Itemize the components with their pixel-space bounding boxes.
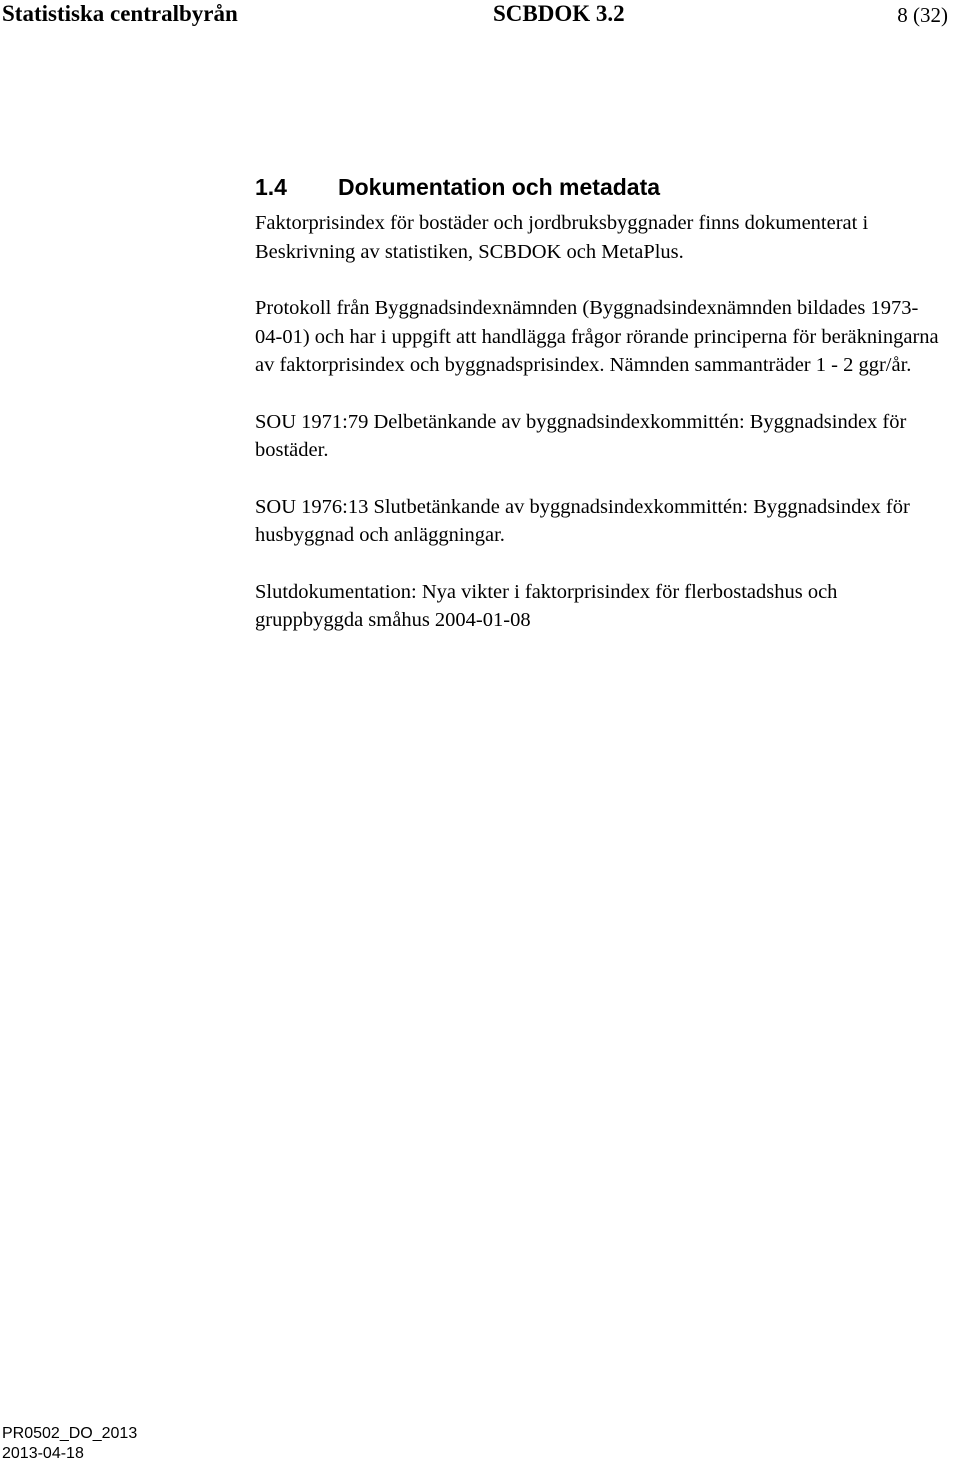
page-footer (2, 1424, 137, 1464)
paragraph-documentation: Faktorprisindex för bostäder och jordbruksbyggnader finns dokumenterat i Beskrivning av statistiken, SCBDOK och MetaPlus. (255, 212, 869, 263)
section-title: Dokumentation och metadata (338, 174, 661, 200)
page-header (0, 0, 960, 32)
header-page-indicator: 8 (32) (897, 3, 948, 27)
footer-code: PR0502_DO_2013 (2, 1425, 138, 1442)
paragraph-final-documentation: Slutdokumentation: Nya vikter i faktorprisindex för flerbostadshus och gruppbyggda småhus 2004-01-08 (255, 580, 838, 631)
footer-date: 2013-04-18 (2, 1445, 84, 1462)
main-content (255, 171, 945, 635)
section-number: 1.4 (255, 174, 287, 200)
paragraph-sou-1976: SOU 1976:13 Slutbetänkande av byggnadsindexkommittén: Byggnadsindex för husbyggnad och anläggningar. (255, 495, 910, 546)
paragraph-sou-1971: SOU 1971:79 Delbetänkande av byggnadsindexkommittén: Byggnadsindex för bostäder. (255, 410, 907, 461)
paragraph-protocol: Protokoll från Byggnadsindexnämnden (Byggnadsindexnämnden bildades 1973-04-01) och har i uppgift att handlägga frågor rörande principerna för beräkningarna av faktorprisindex och byggnadsprisindex. Nämnden sammanträder 1 - 2 ggr/år. (255, 297, 939, 376)
section-heading (255, 171, 945, 203)
header-organization: Statistiska centralbyrån (2, 1, 238, 26)
header-document-id: SCBDOK 3.2 (493, 1, 625, 26)
